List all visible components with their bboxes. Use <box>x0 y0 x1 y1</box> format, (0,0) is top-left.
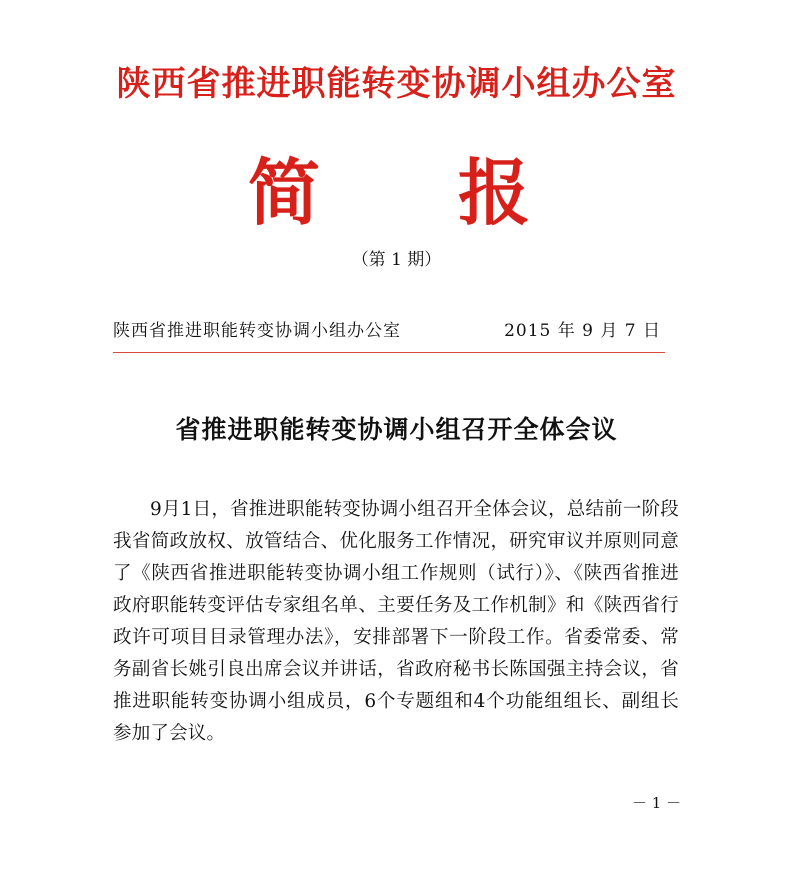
issue-number: （第 1 期） <box>351 250 442 270</box>
issuer-line <box>113 318 665 344</box>
brief-title-char-1: 简 <box>248 150 321 235</box>
issue-date: 2015 年 9 月 7 日 <box>504 321 661 341</box>
org-header: 陕西省推进职能转变协调小组办公室 <box>116 64 677 104</box>
article-title: 省推进职能转变协调小组召开全体会议 <box>175 415 618 444</box>
header-divider <box>113 352 665 353</box>
issuer-name: 陕西省推进职能转变协调小组办公室 <box>113 321 401 341</box>
page-number: － 1 － <box>632 794 682 812</box>
brief-title-char-2: 报 <box>458 150 531 235</box>
article-body: 9月1日，省推进职能转变协调小组召开全体会议，总结前一阶段我省简政放权、放管结合、优化服务工作情况，研究审议并原则同意了《陕西省推进职能转变协调小组工作规则（试行）》、《陕西省推进政府职能转变评估专家组名单、主要任务及工作机制》和《陕西省行政许可项目目录管理办法》，安排部署下一阶段工作。省委常委、常务副省长姚引良出席会议并讲话，省政府秘书长陈国强主持会议，省推进职能转变协调小组成员，6个专题组和4个功能组组长、副组长参加了会议。 <box>113 499 679 744</box>
